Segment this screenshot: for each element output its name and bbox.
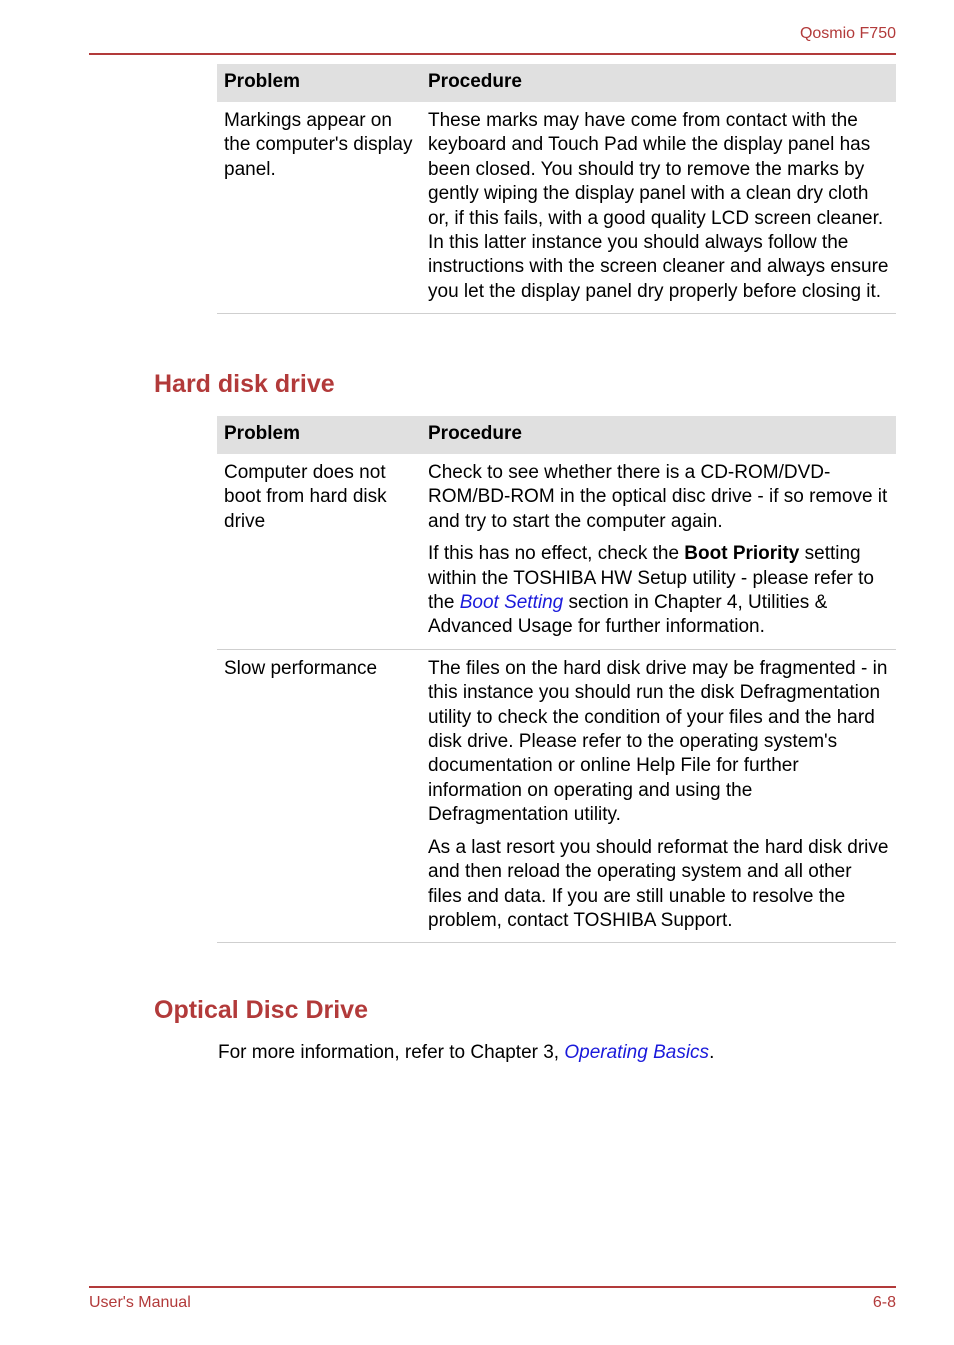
text-run: setting within the TOSHIBA HW Setup utility - please refer to the <box>428 543 874 614</box>
hard-disk-troubleshooting-table <box>217 416 896 943</box>
column-header-procedure: Procedure <box>421 416 896 454</box>
problem-cell: Slow performance <box>217 649 421 942</box>
table-header-row <box>217 64 896 102</box>
column-header-problem: Problem <box>217 64 421 102</box>
procedure-paragraph <box>428 542 889 640</box>
footer-rule <box>89 1286 896 1288</box>
text-run: section in Chapter 4, Utilities & Advanced Usage for further information. <box>428 592 828 638</box>
table-row <box>217 649 896 942</box>
table-row <box>217 454 896 649</box>
text-run: . <box>709 1042 715 1063</box>
procedure-cell <box>421 454 896 649</box>
text-run: For more information, refer to Chapter 3, <box>218 1042 565 1063</box>
bold-term: Boot Priority <box>684 543 800 565</box>
procedure-cell: These marks may have come from contact with the keyboard and Touch Pad while the display panel has been closed. You should try to remove the marks by gently wiping the display panel with a clean dry cloth or, if this fails, with a good quality LCD screen cleaner. In this latter instance you should always follow the instructions with the screen cleaner and always ensure you let the display panel dry properly before closing it. <box>421 102 896 314</box>
section-title-optical-disc-drive: Optical Disc Drive <box>154 996 368 1024</box>
column-header-procedure: Procedure <box>421 64 896 102</box>
running-header-title: Qosmio F750 <box>799 25 896 42</box>
text-run: If this has no effect, check the <box>428 543 685 565</box>
footer-page-number: 6-8 <box>872 1294 896 1311</box>
procedure-paragraph: As a last resort you should reformat the hard disk drive and then reload the operating system and all other files and data. If you are still unable to resolve the problem, contact TOSHIBA Support. <box>428 836 889 931</box>
display-troubleshooting-table <box>217 64 896 314</box>
boot-setting-link[interactable]: Boot Setting <box>459 592 564 614</box>
procedure-cell <box>421 649 896 942</box>
table-header-row <box>217 416 896 454</box>
procedure-paragraph: Check to see whether there is a CD-ROM/DVD-ROM/BD-ROM in the optical disc drive - if so remove it and try to start the computer again. <box>428 462 888 532</box>
table-row <box>217 102 896 314</box>
procedure-paragraph: The files on the hard disk drive may be fragmented - in this instance you should run the disk Defragmentation utility to check the condition of your files and the hard disk drive. Please refer to the operating system's documentation or online Help File for further information on operating and using the Defragmentation utility. <box>428 657 888 826</box>
problem-cell: Markings appear on the computer's display panel. <box>217 102 421 314</box>
footer-manual-title: User's Manual <box>89 1294 191 1311</box>
problem-cell: Computer does not boot from hard disk drive <box>217 454 421 649</box>
header-rule <box>89 53 896 55</box>
section-title-hard-disk-drive: Hard disk drive <box>154 370 335 398</box>
column-header-problem: Problem <box>217 416 421 454</box>
optical-disc-paragraph <box>218 1041 714 1065</box>
operating-basics-link[interactable]: Operating Basics <box>564 1042 710 1063</box>
